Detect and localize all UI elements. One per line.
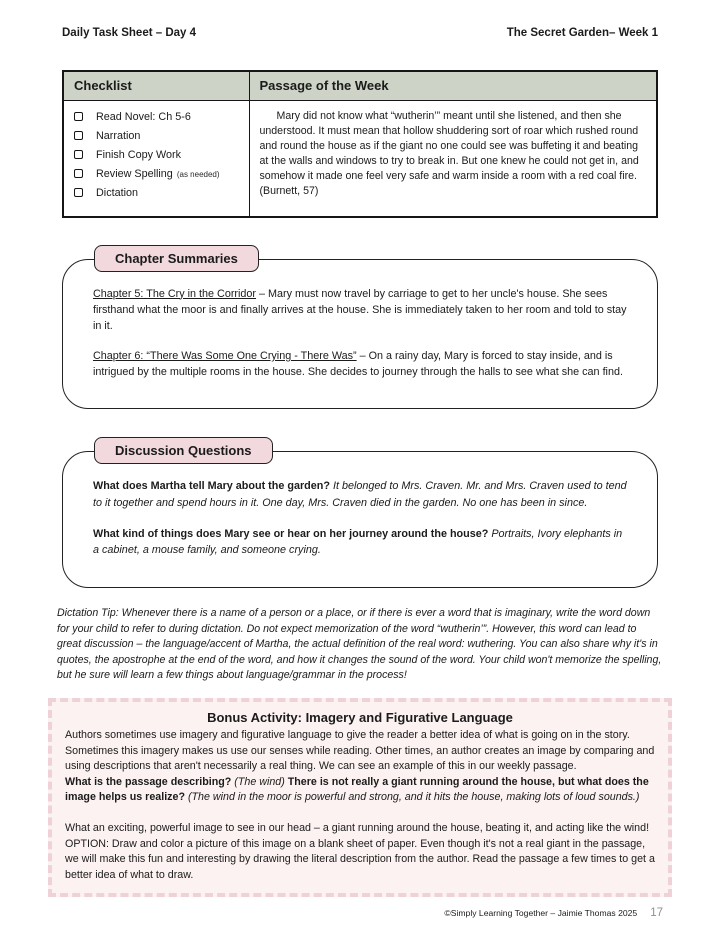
dictation-tip: Dictation Tip: Whenever there is a name of a person or a place, or if there is ever a word that is imaginary, write the word down for your child to refer to during dictation. Do not expect memorization of the word “wutherin’”. However, this word can lead to great discussion – the language/accent of Martha, the actual definition of the real word: wuthering. You can also share why it's in quotes, the apostrophe at the end of the word, and how it changes the sound of the word. Your child won't memorize the spelling, but he sure will learn a few things about language/grammar in the process! <box>57 607 662 681</box>
checkbox-icon[interactable] <box>74 131 83 140</box>
chapter-summaries-label: Chapter Summaries <box>94 245 259 272</box>
question-text: What kind of things does Mary see or hear on her journey around the house? <box>93 527 489 540</box>
checklist-item <box>74 130 241 142</box>
table-body-row <box>63 100 657 217</box>
discussion-questions-section <box>62 443 658 588</box>
checkbox-icon[interactable] <box>74 112 83 121</box>
table-header-row <box>63 71 657 100</box>
checklist-item <box>74 168 241 180</box>
header-left-title: Daily Task Sheet – Day 4 <box>62 27 197 39</box>
answer-text: Portraits, Ivory elephants in a cabinet, a mouse family, and someone crying. <box>93 527 623 556</box>
checklist-item-label: Narration <box>96 129 141 142</box>
checklist-item-note: (as needed) <box>176 169 220 179</box>
checklist-item-label: Review Spelling <box>96 167 173 180</box>
header-right-title: The Secret Garden– Week 1 <box>506 27 658 39</box>
checklist-column-header: Checklist <box>63 71 249 100</box>
bonus-closing-text: What an exciting, powerful image to see in our head – a giant running around the house, beating it, and acting like the wind! OPTION: Draw and color a picture of this image on a blank sheet of paper. Even though it's not a real giant in the passage, we will make this fun and interesting by drawing the literal description from the author. Read the passage a few times to get a better idea of what to draw. <box>65 822 655 881</box>
bonus-question-1: What is the passage describing? <box>65 775 232 788</box>
chapter-5-summary <box>93 286 629 335</box>
bonus-activity-section <box>48 698 672 897</box>
checklist-item-label: Read Novel: Ch 5-6 <box>96 110 191 123</box>
bonus-question-2: There is not really a giant running around the house, but what does the image helps us realize? <box>65 775 649 804</box>
checklist-item-label: Dictation <box>96 186 139 199</box>
bonus-activity-body <box>65 728 655 805</box>
question-text: What does Martha tell Mary about the garden? <box>93 480 330 493</box>
bonus-answer-1: (The wind) <box>234 775 285 788</box>
checkbox-icon[interactable] <box>74 188 83 197</box>
passage-column-header: Passage of the Week <box>249 71 657 100</box>
passage-cell <box>249 100 657 217</box>
checklist-item <box>74 149 241 161</box>
answer-text: It belonged to Mrs. Craven. Mr. and Mrs. Craven used to tend to it together and spend hours in it. One day, Mrs. Craven died in the garden. No one has been in since. <box>93 480 627 509</box>
copyright-credit: ©Simply Learning Together – Jaimie Thomas 2025 <box>444 908 638 919</box>
passage-text: Mary did not know what “wutherin’” meant until she listened, and then she understood. It must mean that hollow shuddering sort of roar which rushed round and round the house as if the giant no one could see was buffeting it and beating at the walls and windows to try to break in. But one knew he could not get in, and somehow it made one feel very safe and warm inside a room with a red coal fire. <box>259 109 639 182</box>
page-number: 17 <box>650 907 663 920</box>
passage-citation: (Burnett, 57) <box>259 184 319 197</box>
bonus-intro-text: Authors sometimes use imagery and figurative language to give the reader a better idea of what is going on in the story. Sometimes this imagery makes us use our senses while reading. Other times, an author creates an image by comparing and using descriptions that aren't necessarily a real thing. We can see an example of this in our weekly passage. <box>65 729 655 773</box>
chapter-6-text: – On a rainy day, Mary is forced to stay inside, and is intrigued by the multiple rooms in the house. She decides to journey through the halls to see what she can find. <box>93 350 623 379</box>
checklist-cell <box>63 100 249 217</box>
bonus-activity-title: Bonus Activity: Imagery and Figurative Language <box>207 710 513 726</box>
checklist-passage-table <box>62 70 658 218</box>
chapter-5-text: – Mary must now travel by carriage to get to her uncle's house. She sees firsthand what the moor is and finally arrives at the house. She is immediately taken to her room and told to stay in it. <box>93 287 627 332</box>
discussion-questions-label: Discussion Questions <box>94 437 273 464</box>
discussion-question-1 <box>93 478 629 510</box>
page-header <box>0 0 720 39</box>
checklist-item <box>74 187 241 199</box>
chapter-5-title: Chapter 5: The Cry in the Corridor <box>93 287 257 300</box>
checklist-item <box>74 111 241 123</box>
checkbox-icon[interactable] <box>74 169 83 178</box>
bonus-answer-2: (The wind in the moor is powerful and strong, and it hits the house, making lots of loud sounds.) <box>187 791 640 804</box>
chapter-summaries-section <box>62 250 658 410</box>
page-footer <box>57 907 663 919</box>
chapter-6-title: Chapter 6: “There Was Some One Crying - There Was” <box>93 350 357 363</box>
checklist-item-label: Finish Copy Work <box>96 148 181 161</box>
checkbox-icon[interactable] <box>74 150 83 159</box>
discussion-question-2 <box>93 526 629 558</box>
chapter-6-summary <box>93 348 629 380</box>
